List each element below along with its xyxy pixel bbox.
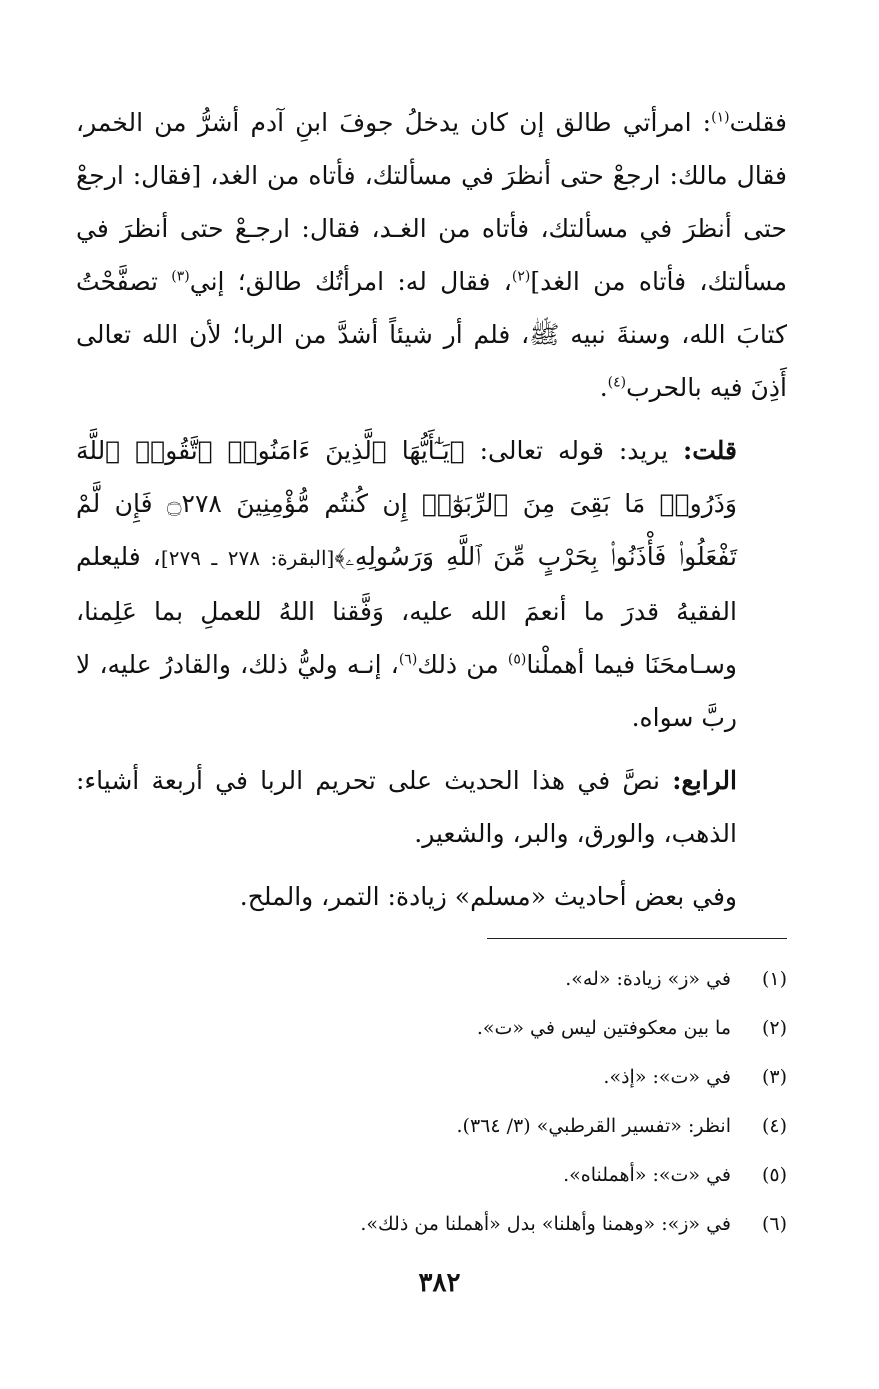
footnote-text: انظر: «تفسير القرطبي» (٣/ ٣٦٤).	[456, 1115, 731, 1137]
footnote-text: في «ز»: «وهمنا وأهلنا» بدل «أهملنا من ذلك».	[360, 1213, 731, 1235]
text-run: فقلت	[729, 108, 787, 137]
footnote-item	[76, 955, 787, 1004]
text-run: .	[599, 373, 608, 402]
text-run: يريد: قوله تعالى:	[464, 436, 683, 465]
footnote-number: (٤)	[761, 1115, 787, 1137]
footnote-item	[76, 1102, 787, 1151]
footnote-text: في «ت»: «أهملناه».	[563, 1164, 731, 1186]
page-number: ٣٨٢	[418, 1268, 461, 1298]
footnote-number: (١)	[761, 968, 787, 990]
footnote-number: (٥)	[761, 1164, 787, 1186]
paragraph-3	[76, 754, 787, 860]
footnote-divider	[487, 938, 787, 939]
footnote-ref-6[interactable]: (٦)	[398, 651, 418, 668]
footnote-item	[76, 1200, 787, 1249]
footnote-number: (٢)	[761, 1017, 787, 1039]
text-run: وفي بعض أحاديث «مسلم» زيادة: التمر، والملح.	[239, 882, 737, 911]
footnote-item	[76, 1004, 787, 1053]
footnote-text: في «ز» زيادة: «له».	[565, 968, 731, 990]
paragraph-4	[76, 870, 787, 923]
text-run: ، فقال له: امرأتُك طالق؛ إني	[189, 267, 512, 296]
footnote-number: (٦)	[761, 1213, 787, 1235]
footnote-ref-3[interactable]: (٣)	[171, 268, 190, 285]
footnote-ref-5[interactable]: (٥)	[507, 651, 527, 668]
text-run: تصفَّحْتُ كتابَ الله، وسنةَ نبيه ﷺ، فلم أر شيئاً أشدَّ من الربا؛ لأن الله تعالى أَذِنَ فيه بالحرب	[76, 267, 787, 402]
paragraph-2	[76, 424, 787, 744]
text-run: نصَّ في هذا الحديث على تحريم الربا في أربعة أشياء: الذهب، والورق، والبر، والشعير.	[76, 766, 737, 848]
quran-verse: ﴿يَـٰٓأَيُّهَا ٱلَّذِينَ ءَامَنُوا۟ ٱتَّقُوا۟ ٱللَّهَ وَذَرُوا۟ مَا بَقِىَ مِنَ ٱلرِّبَوٰٓا۟ إِن كُنتُم مُّؤْمِنِينَ ۝٢٧٨ فَإِن لَّمْ تَفْعَلُوا۟ فَأْذَنُوا۟ بِحَرْبٍ مِّنَ ٱللَّهِ وَرَسُولِهِۦ﴾	[76, 436, 738, 571]
footnote-item	[76, 1053, 787, 1102]
footnote-ref-2[interactable]: (٢)	[511, 268, 531, 285]
footnote-item	[76, 1151, 787, 1200]
paragraph-label: الرابع:	[672, 766, 737, 795]
footnote-text: ما بين معكوفتين ليس في «ت».	[476, 1017, 731, 1039]
paragraph-label: قلت:	[682, 436, 737, 465]
footnote-ref-1[interactable]: (١)	[711, 109, 730, 126]
main-text	[76, 96, 787, 923]
footnote-text: في «ت»: «إذ».	[603, 1066, 731, 1088]
footnote-ref-4[interactable]: (٤)	[607, 374, 627, 391]
text-run: : امرأتي طالق إن كان يدخلُ جوفَ ابنِ آدم أشرُّ من الخمر، فقال مالك: ارجعْ حتى أنظرَ في مسألتك، فأتاه من الغد، [فقال: ارجعْ حتى أنظرَ في مسألتك، فأتاه من الغـد، فقال: ارجـعْ حتى أنظرَ في مسألتك، فأتاه من الغد]	[76, 108, 787, 296]
text-run: ، فليعلم الفقيهُ قدرَ ما أنعمَ الله عليه، وَفَّقنا اللهُ للعملِ بما عَلِمنا، وسـامحَنَا فيما أهملْنا	[76, 542, 737, 679]
text-run: ، إنـه وليُّ ذلك، والقادرُ عليه، لا ربَّ سواه.	[76, 650, 737, 732]
text-run: من ذلك	[417, 650, 508, 679]
paragraph-1	[76, 96, 787, 414]
footnote-number: (٣)	[761, 1066, 787, 1088]
verse-citation: [البقرة: ٢٧٨ ـ ٢٧٩]	[160, 546, 335, 570]
footnotes-list	[76, 955, 787, 1249]
